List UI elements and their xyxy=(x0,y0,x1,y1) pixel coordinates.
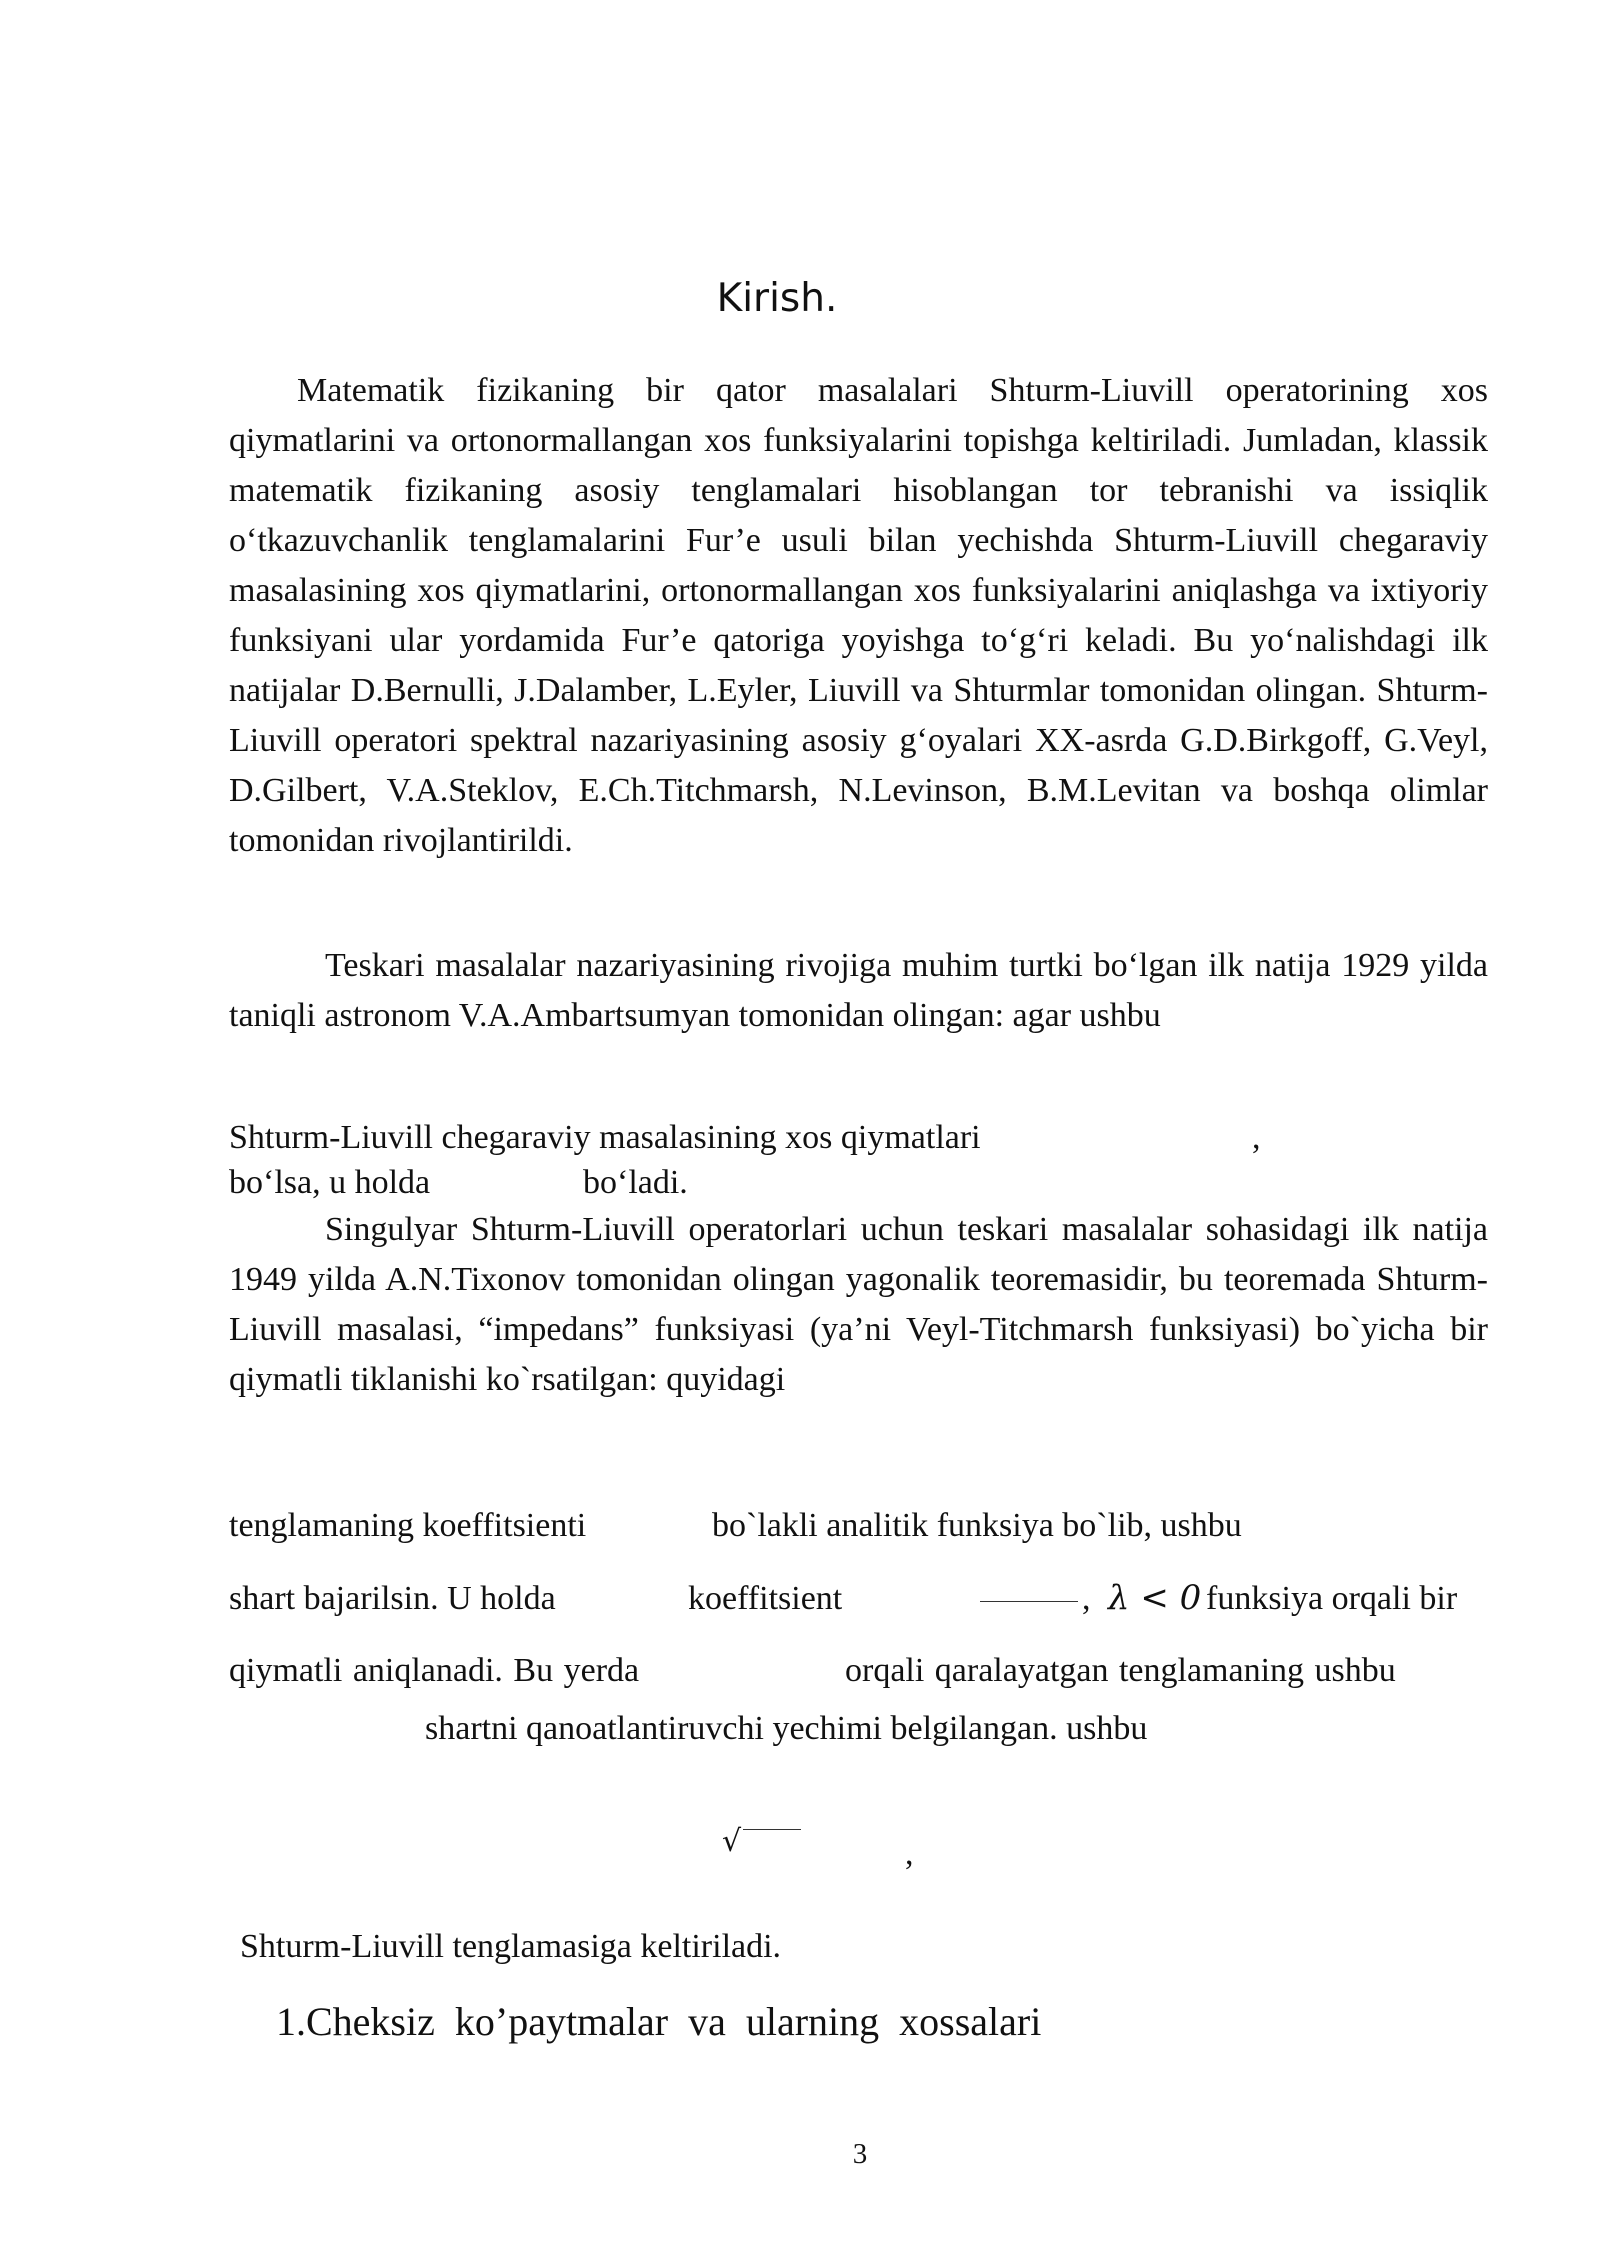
section-heading: 1.Cheksiz ko’paytmalar va ularning xossalari xyxy=(276,1999,1042,2044)
eigenvalues-comma: , xyxy=(1252,1119,1261,1156)
eigenvalues-line: Shturm-Liuvill chegaraviy masalasining xos qiymatlari xyxy=(229,1119,981,1156)
ambartsumyan-paragraph: Teskari masalalar nazariyasining rivojiga muhim turtki bo‘lgan ilk natija 1929 yilda taniqli astronom V.A.Ambartsumyan tomonidan olingan: agar ushbu xyxy=(229,947,1488,1034)
condition-line-comma: , xyxy=(1082,1580,1091,1617)
page-number: 3 xyxy=(852,2138,868,2170)
tixonov-paragraph: Singulyar Shturm-Liuvill operatorlari uchun teskari masalalar sohasidagi ilk natija 1949 yilda A.N.Tixonov tomonidan olingan yagonalik teoremasidir, bu teoremada Shturm-Liuvill masalasi, “impedans” funksiyasi (ya’ni Veyl-Titchmarsh funksiyasi) bo`yicha bir qiymatli tiklanishi ko`rsatilgan: quyidagi xyxy=(229,1211,1488,1398)
condition-line-right: funksiya orqali bir xyxy=(1206,1580,1458,1617)
here-line-left: qiymatli aniqlanadi. Bu yerda xyxy=(229,1652,640,1689)
sqrt-comma: , xyxy=(905,1835,914,1872)
coefficient-line-right: bo`lakli analitik funksiya bo`lib, ushbu xyxy=(712,1507,1242,1544)
coefficient-line-left: tenglamaning koeffitsienti xyxy=(229,1507,587,1544)
solution-line: shartni qanoatlantiruvchi yechimi belgilangan. ushbu xyxy=(425,1710,1148,1747)
here-line-right: orqali qaralayatgan tenglamaning ushbu xyxy=(845,1652,1396,1689)
condition-line-mid: koeffitsient xyxy=(688,1580,843,1617)
fraction-bar xyxy=(980,1601,1078,1602)
lambda-inequality: λ < 0 xyxy=(1108,1578,1202,1618)
condition-line-left: shart bajarilsin. U holda xyxy=(229,1580,556,1617)
then-line-left: bo‘lsa, u holda xyxy=(229,1164,431,1201)
intro-paragraph: Matematik fizikaning bir qator masalalari Shturm-Liuvill operatorining xos qiymatlarini va ortonormallangan xos funksiyalarini topishga keltiriladi. Jumladan, klassik matematik fizikaning asosiy tenglamalari hisoblangan tor tebranishi va issiqlik o‘tkazuvchanlik tenglamalarini Fur’e usuli bilan yechishda Shturm-Liuvill chegaraviy masalasining xos qiymatlarini, ortonormallangan xos funksiyalarini aniqlashga va ixtiyoriy funksiyani ular yordamida Fur’e qatoriga yoyishga to‘g‘ri keladi. Bu yo‘nalishdagi ilk natijalar D.Bernulli, J.Dalamber, L.Eyler, Liuvill va Shturmlar tomonidan olingan. Shturm-Liuvill operatori spektral nazariyasining asosiy g‘oyalari XX-asrda G.D.Birkgoff, G.Veyl, D.Gilbert, V.A.Steklov, E.Ch.Titchmarsh, N.Levinson, B.M.Levitan va boshqa olimlar tomonidan rivojlantirildi. xyxy=(229,372,1488,859)
then-line-right: bo‘ladi. xyxy=(583,1164,688,1201)
sqrt-icon: √ xyxy=(722,1824,742,1859)
reduction-line: Shturm-Liuvill tenglamasiga keltiriladi. xyxy=(240,1928,782,1965)
sqrt-bar xyxy=(743,1829,801,1830)
page-title: Kirish. xyxy=(716,276,838,321)
